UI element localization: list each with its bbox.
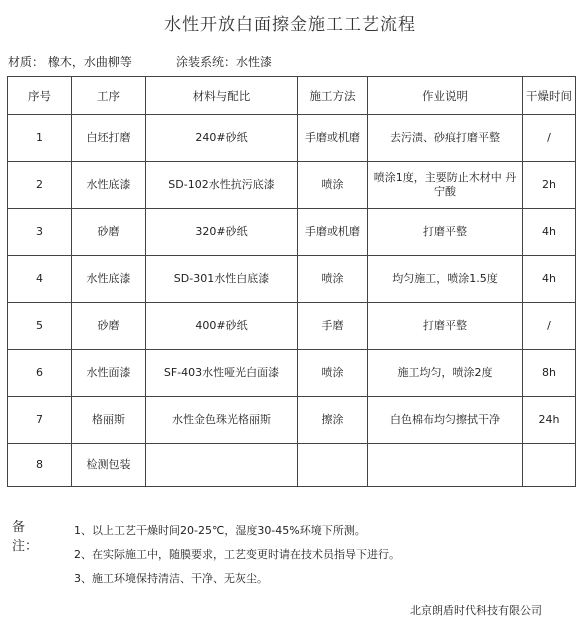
notes-list xyxy=(74,522,514,594)
table-header-row xyxy=(8,77,576,115)
table-cell: 喷涂1度，主要防止木材中 丹宁酸 xyxy=(368,162,523,209)
table-cell: 320#砂纸 xyxy=(146,209,298,256)
table-cell: 1 xyxy=(8,115,72,162)
table-row xyxy=(8,115,576,162)
table-cell: 4h xyxy=(523,209,576,256)
table-cell xyxy=(368,444,523,487)
header-cell: 序号 xyxy=(8,77,72,115)
table-row xyxy=(8,209,576,256)
header-cell: 施工方法 xyxy=(298,77,368,115)
table-cell: / xyxy=(523,115,576,162)
note-item: 2、在实际施工中，随膜要求，工艺变更时请在技术员指导下进行。 xyxy=(74,548,400,561)
table-cell: 5 xyxy=(8,303,72,350)
note-item: 1、以上工艺干燥时间20-25℃，湿度30-45%环境下所测。 xyxy=(74,524,366,537)
note-item: 3、施工环境保持清洁、干净、无灰尘。 xyxy=(74,572,268,585)
table-cell: 格丽斯 xyxy=(72,397,146,444)
table-cell: 400#砂纸 xyxy=(146,303,298,350)
table-cell: 2h xyxy=(523,162,576,209)
notes-label: 备注： xyxy=(12,520,39,554)
table-cell: 白坯打磨 xyxy=(72,115,146,162)
table-row xyxy=(8,303,576,350)
table-cell: SD-301水性白底漆 xyxy=(146,256,298,303)
table-cell: 240#砂纸 xyxy=(146,115,298,162)
table-cell: 7 xyxy=(8,397,72,444)
table-cell: 喷涂 xyxy=(298,350,368,397)
table-cell xyxy=(298,444,368,487)
table-cell: 24h xyxy=(523,397,576,444)
table-cell: 8h xyxy=(523,350,576,397)
table-cell: SF-403水性哑光白面漆 xyxy=(146,350,298,397)
table-cell: 水性底漆 xyxy=(72,256,146,303)
table-cell: 6 xyxy=(8,350,72,397)
table-row xyxy=(8,397,576,444)
table-cell: 手磨或机磨 xyxy=(298,115,368,162)
table-cell: 检测包装 xyxy=(72,444,146,487)
table-cell: 4 xyxy=(8,256,72,303)
table-cell: 均匀施工，喷涂1.5度 xyxy=(368,256,523,303)
table-cell: 2 xyxy=(8,162,72,209)
document-title: 水性开放白面擦金施工工艺流程 xyxy=(164,15,416,35)
table-cell: 8 xyxy=(8,444,72,487)
table-cell: 4h xyxy=(523,256,576,303)
table-cell: 手磨或机磨 xyxy=(298,209,368,256)
table-cell: 施工均匀，喷涂2度 xyxy=(368,350,523,397)
table-cell: 喷涂 xyxy=(298,256,368,303)
table-cell: 打磨平整 xyxy=(368,209,523,256)
table-row xyxy=(8,162,576,209)
company-name: 北京朗盾时代科技有限公司 xyxy=(410,604,542,617)
table-cell: SD-102水性抗污底漆 xyxy=(146,162,298,209)
table-cell xyxy=(146,444,298,487)
header-cell: 材料与配比 xyxy=(146,77,298,115)
table-cell: 擦涂 xyxy=(298,397,368,444)
table-cell: 喷涂 xyxy=(298,162,368,209)
table-cell: 水性金色珠光格丽斯 xyxy=(146,397,298,444)
header-cell: 干燥时间 xyxy=(523,77,576,115)
table-cell: 手磨 xyxy=(298,303,368,350)
table-cell: / xyxy=(523,303,576,350)
table-cell: 砂磨 xyxy=(72,303,146,350)
table-row xyxy=(8,444,576,487)
material-info: 材质： 橡木，水曲柳等 xyxy=(8,55,132,69)
header-cell: 作业说明 xyxy=(368,77,523,115)
table-cell xyxy=(523,444,576,487)
table-cell: 3 xyxy=(8,209,72,256)
coating-system-info: 涂装系统：水性漆 xyxy=(176,55,273,69)
table-cell: 水性面漆 xyxy=(72,350,146,397)
header-cell: 工序 xyxy=(72,77,146,115)
table-cell: 水性底漆 xyxy=(72,162,146,209)
table-cell: 去污渍、砂痕打磨平整 xyxy=(368,115,523,162)
table-row xyxy=(8,256,576,303)
process-table xyxy=(7,76,576,487)
table-cell: 白色棉布均匀擦拭干净 xyxy=(368,397,523,444)
table-cell: 砂磨 xyxy=(72,209,146,256)
table-row xyxy=(8,350,576,397)
table-cell: 打磨平整 xyxy=(368,303,523,350)
